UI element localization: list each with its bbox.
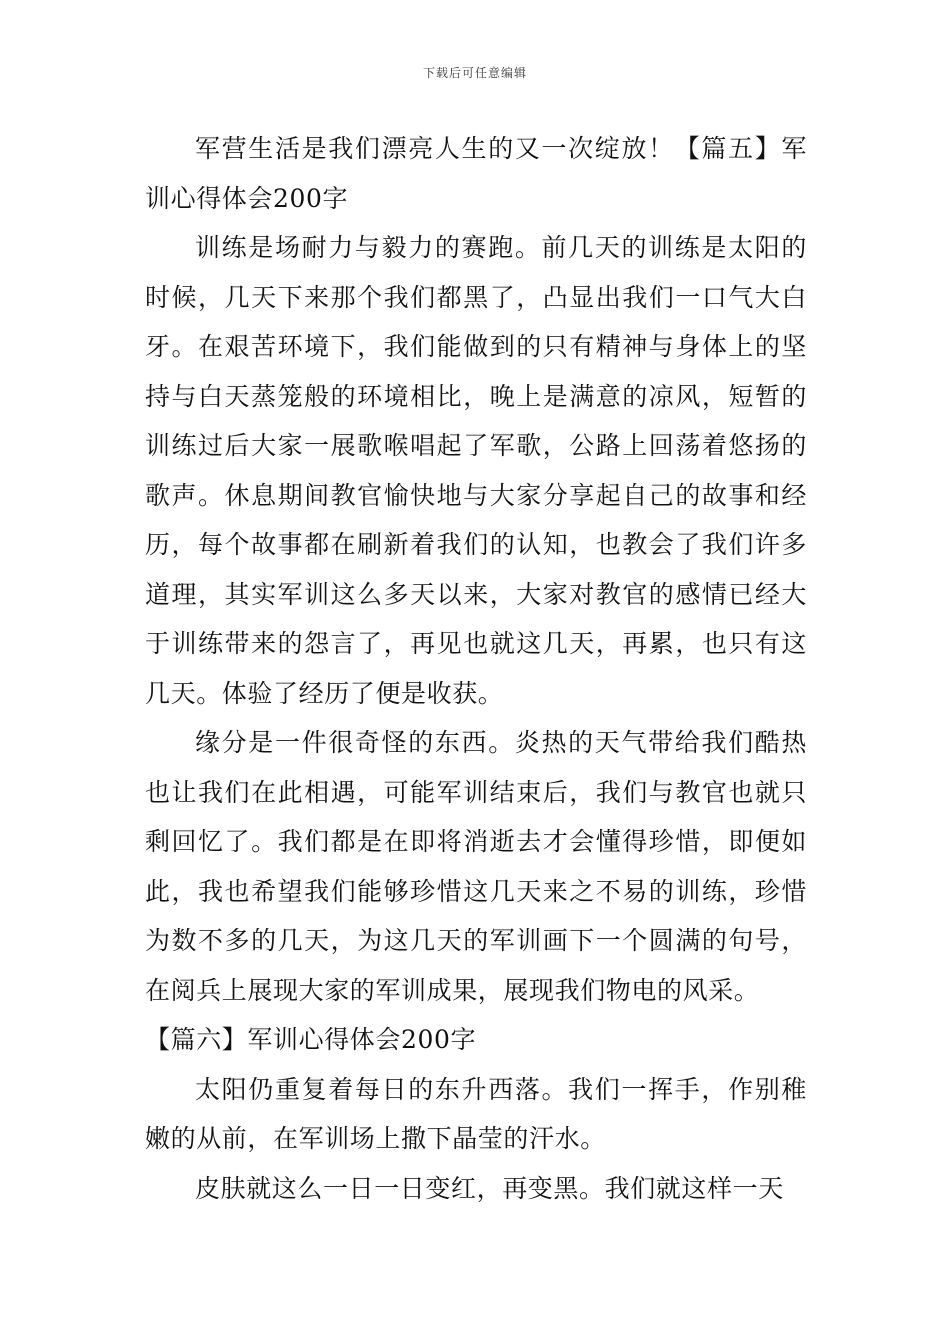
- paragraph-1: 军营生活是我们漂亮人生的又一次绽放！【篇五】军训心得体会200字: [145, 134, 807, 213]
- document-body: [145, 124, 807, 1213]
- section-heading-part-six: 【篇六】军训心得体会200字: [145, 1025, 477, 1054]
- paragraph-4: 太阳仍重复着每日的东升西落。我们一挥手，作别稚嫩的从前，在军训场上撒下晶莹的汗水。: [145, 1074, 807, 1153]
- paragraph-2: 训练是场耐力与毅力的赛跑。前几天的训练是太阳的时候，几天下来那个我们都黑了，凸显出我们一口气大白牙。在艰苦环境下，我们能做到的只有精神与身体上的坚持与白天蒸笼般的环境相比，晚上是满意的凉风，短暂的训练过后大家一展歌喉唱起了军歌，公路上回荡着悠扬的歌声。休息期间教官愉快地与大家分享起自己的故事和经历，每个故事都在刷新着我们的认知，也教会了我们许多道理，其实军训这么多天以来，大家对教官的感情已经大于训练带来的怨言了，再见也就这几天，再累，也只有这几天。体验了经历了便是收获。: [145, 233, 807, 708]
- paragraph-3: 缘分是一件很奇怪的东西。炎热的天气带给我们酷热也让我们在此相遇，可能军训结束后，我们与教官也就只剩回忆了。我们都是在即将消逝去才会懂得珍惜，即便如此，我也希望我们能够珍惜这几天来之不易的训练，珍惜为数不多的几天，为这几天的军训画下一个圆满的句号，在阅兵上展现大家的军训成果，展现我们物电的风采。: [145, 728, 807, 1005]
- paragraph-5: 皮肤就这么一日一日变红，再变黑。我们就这样一天: [195, 1173, 784, 1203]
- page-header-note: 下载后可任意编辑: [422, 66, 527, 80]
